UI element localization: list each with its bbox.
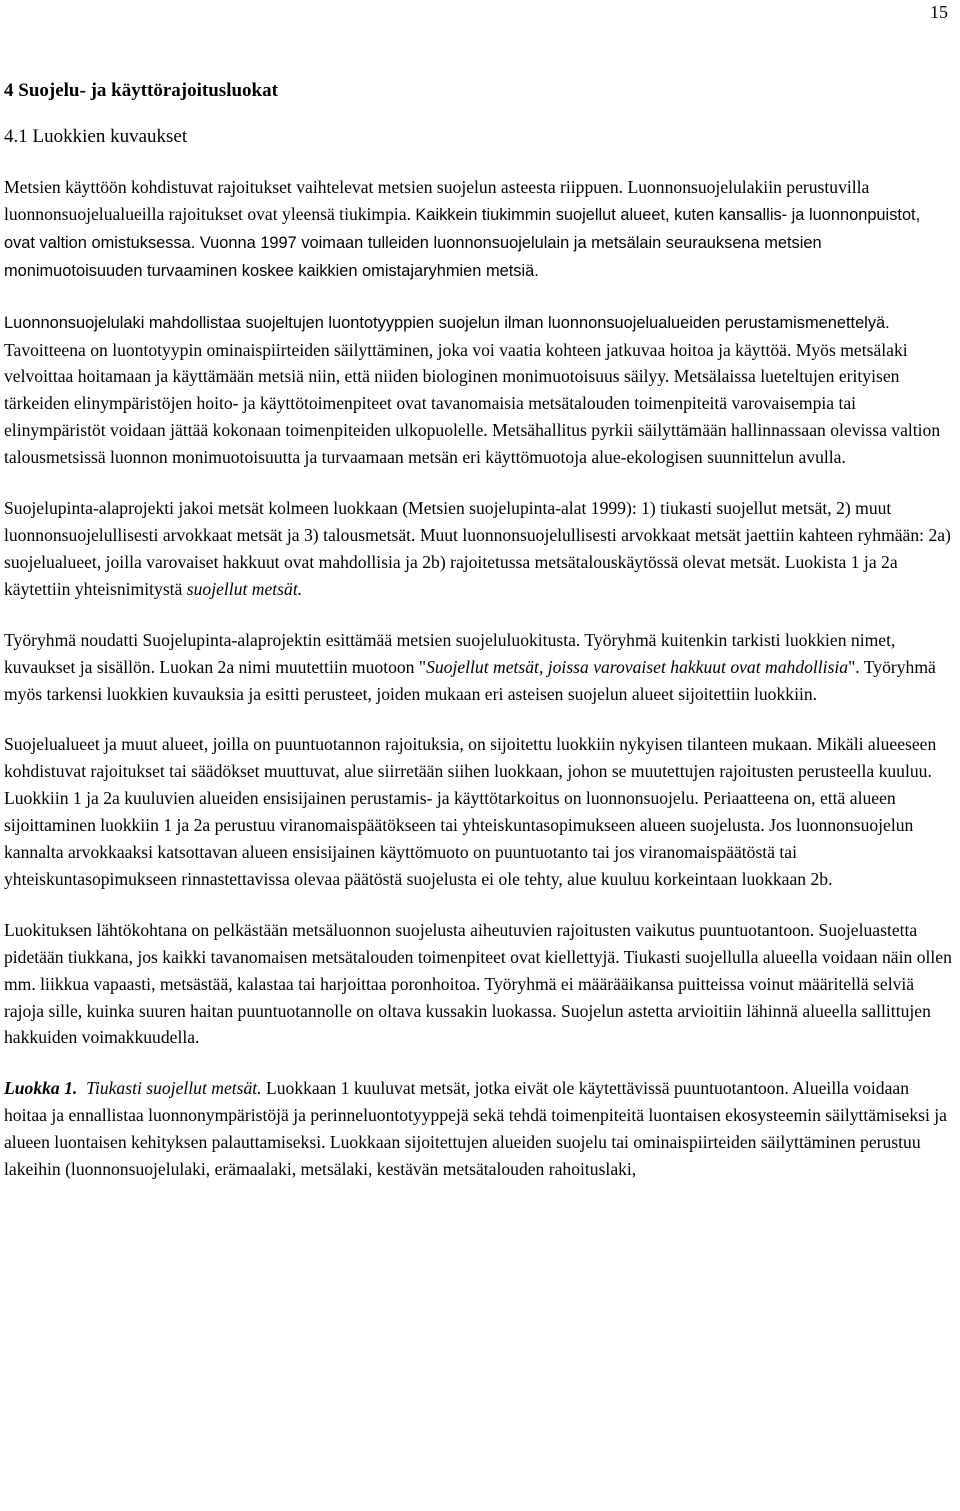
paragraph-1 bbox=[4, 174, 952, 285]
subsection-heading: 4.1 Luokkien kuvaukset bbox=[4, 126, 188, 147]
paragraph-4-text-after: ". Työryhmä myös tarkensi luokkien kuvauksia ja esitti perusteet, joiden mukaan eri asteisen suojelun alueet sijoitettiin luokkiin. bbox=[4, 656, 936, 704]
class-title: Tiukasti suojellut metsät. bbox=[86, 1078, 262, 1099]
paragraph-3-text: Suojelupinta-alaprojekti jakoi metsät kolmeen luokkaan (Metsien suojelupinta-alat 1999): 1) tiukasti suojellut metsät, 2) muut luonnonsuojelullisesti arvokkaat metsät ja 3) talousmetsät. Muut luonnonsuojelullisesti arvokkaat metsät jaettiin kahteen ryhmään: 2a) suojelualueet, joilla varovaiset hakkuut ovat mahdollisia ja 2b) rajoitetussa metsätalouskäytössä olevat metsät. Luokista 1 ja 2a käytettiin yhteisnimitystä bbox=[4, 498, 951, 599]
paragraph-7-text: Luokkaan 1 kuuluvat metsät, jotka eivät ole käytettävissä puuntuotantoon. Alueilla voidaan hoitaa ja ennallistaa luonnonympäristöjä ja perinneluontotyyppejä sekä tehdä toimenpiteitä luontaisen ekosysteemin säilyttämiseksi ja alueen luontaisen kehityksen palauttamiseksi. Luokkaan sijoitettujen alueiden suojelu tai ominaispiirteiden säilyttäminen perustuu lakeihin (luonnonsuojelulaki, erämaalaki, metsälaki, kestävän metsätalouden rahoituslaki, bbox=[4, 1078, 947, 1180]
paragraph-6: Luokituksen lähtökohtana on pelkästään metsäluonnon suojelusta aiheutuvien rajoitusten vaikutus puuntuotantoon. Suojeluastetta pidetään tiukkana, jos kaikki tavanomaisen metsätalouden toimenpiteet ovat kiellettyjä. Tiukasti suojellulla alueella voidaan näin ollen mm. liikkua vapaasti, metsästää, kalastaa tai harjoittaa poronhoitoa. Työryhmä ei määrääikansa puitteissa voinut määritellä selviä rajoja sille, kuinka suuren haitan puuntuotannolle on oltava kussakin luokassa. Suojelun astetta arvioitiin lähinnä alueella sallittujen hakkuiden voimakkuudella. bbox=[4, 919, 952, 1048]
paragraph-5: Suojelualueet ja muut alueet, joilla on puuntuotannon rajoituksia, on sijoitettu luokkiin nykyisen tilanteen mukaan. Mikäli alueeseen kohdistuvat rajoitukset tai säädökset muuttuvat, alue siirretään siihen luokkaan, johon se muutettujen rajoitusten perusteella kuuluu. Luokkiin 1 ja 2a kuuluvien alueiden ensisijainen perustamis- ja käyttötarkoitus on luonnonsuojelu. Periaatteena on, että alueen sijoittaminen luokkiin 1 ja 2a perustuu viranomaispäätökseen tai yhteiskuntasopimukseen alueen suojelusta. Jos luonnonsuojelun kannalta arvokkaaksi katsottavan alueen ensisijainen käyttömuoto on puuntuotanto tai jos viranomaispäätöstä tai yhteiskuntasopimukseen rinnastettavissa olevaa päätöstä suojelusta ei ole tehty, alue kuuluu korkeintaan luokkaan 2b. bbox=[4, 734, 937, 889]
paragraph-3 bbox=[4, 495, 952, 603]
paragraph-7 bbox=[4, 1075, 952, 1183]
page-number: 15 bbox=[930, 2, 948, 22]
document-body bbox=[4, 78, 952, 1207]
paragraph-4 bbox=[4, 627, 952, 708]
paragraph-4-italic: Suojellut metsät, joissa varovaiset hakkuut ovat mahdollisia bbox=[426, 656, 849, 677]
paragraph-1-serif: Metsien käyttöön kohdistuvat rajoitukset vaihtelevat metsien suojelun asteesta riippuen. Luonnonsuojelulakiin perustuvilla luonnonsuojelualueilla rajoitukset ovat yleensä tiukimpia. bbox=[4, 177, 870, 224]
paragraph-2-serif: Tavoitteena on luontotyypin ominaispiirteiden säilyttäminen, joka voi vaatia kohteen jatkuvaa hoitoa ja käyttöä. Myös metsälaki velvoittaa hoitamaan ja käyttämään metsiä niin, että niiden biologinen monimuotoisuus säilyy. Metsälaissa lueteltujen erityisen tärkeiden elinympäristöjen hoito- ja käyttötoimenpiteet ovat tavanomaisia metsätalouden toimenpiteitä varovaisempia tai elinympäristöt voidaan jättää kokonaan toimenpiteiden ulkopuolelle. Metsähallitus pyrkii säilyttämään hallinnassaan olevissa valtion talousmetsissä luonnon monimuotoisuutta ja turvaamaan metsän eri käyttömuotoja alue-ekologisen suunnittelun avulla. bbox=[4, 339, 941, 468]
class-label: Luokka 1. bbox=[4, 1078, 78, 1099]
section-heading: 4 Suojelu- ja käyttörajoitusluokat bbox=[4, 80, 278, 101]
paragraph-2 bbox=[4, 309, 952, 471]
paragraph-3-italic: suojellut metsät. bbox=[186, 578, 303, 599]
paragraph-1-sans: Kaikkein tiukimmin suojellut alueet, kuten kansallis- ja luonnonpuistot, ovat valtion omistuksessa. Vuonna 1997 voimaan tulleiden luonnonsuojelulain ja metsälain seurauksena metsien monimuotoisuuden turvaaminen koskee kaikkien omistajaryhmien metsiä. bbox=[4, 205, 921, 280]
paragraph-2-sans: Luonnonsuojelulaki mahdollistaa suojeltujen luontotyyppien suojelun ilman luonnonsuojelualueiden perustamismenettelyä. bbox=[4, 313, 890, 332]
paragraph-4-text-before: Työryhmä noudatti Suojelupinta-alaprojektin esittämää metsien suojeluluokitusta. Työryhmä kuitenkin tarkisti luokkien nimet, kuvaukset ja sisällön. Luokan 2a nimi muutettiin muotoon " bbox=[4, 629, 896, 677]
